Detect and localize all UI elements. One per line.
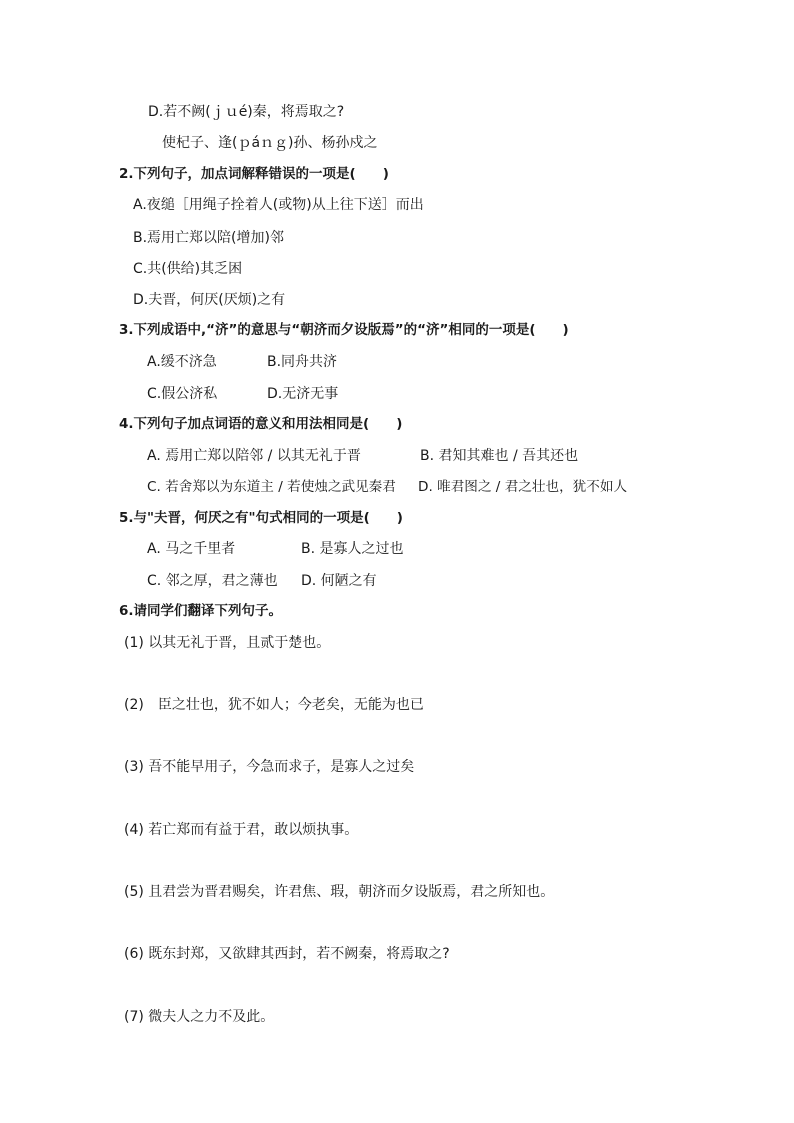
q3-options-row-2 bbox=[0, 384, 794, 404]
question-5-stem: 5.与"夫晋，何厌之有"句式相同的一项是( ) bbox=[119, 510, 403, 526]
q5-option-c: C. 邻之厚，君之薄也 bbox=[147, 573, 278, 589]
q2-option-d: D.夫晋，何厌(厌烦)之有 bbox=[133, 292, 286, 308]
translation-item: (7) 微夫人之力不及此。 bbox=[124, 1009, 275, 1025]
question-2-stem: 2.下列句子，加点词解释错误的一项是( ) bbox=[119, 166, 389, 182]
translation-item: (3) 吾不能早用子，今急而求子，是寡人之过矣 bbox=[124, 759, 415, 775]
q2-option-a: A.夜缒［用绳子拴着人(或物)从上往下送］而出 bbox=[133, 197, 424, 213]
translation-item: (5) 且君尝为晋君赐矣，许君焦、瑕，朝济而夕设版焉，君之所知也。 bbox=[124, 884, 555, 900]
translation-item: (6) 既东封郑，又欲肆其西封，若不阙秦，将焉取之? bbox=[124, 946, 450, 962]
q3-option-c: C.假公济私 bbox=[147, 386, 218, 402]
q1-option-d-continued: 使杞子、逢(ｐáｎｇ)孙、杨孙戍之 bbox=[162, 135, 378, 151]
q4-option-a: A. 焉用亡郑以陪邻 / 以其无礼于晋 bbox=[147, 448, 361, 464]
q3-option-d: D.无济无事 bbox=[267, 386, 339, 402]
question-4-stem: 4.下列句子加点词语的意义和用法相同是( ) bbox=[119, 416, 403, 432]
q5-option-d: D. 何陋之有 bbox=[301, 573, 377, 589]
q3-option-b: B.同舟共济 bbox=[267, 354, 338, 370]
q3-option-a: A.缓不济急 bbox=[147, 354, 217, 370]
q3-options-row-1 bbox=[0, 352, 794, 372]
q4-option-b: B. 君知其难也 / 吾其还也 bbox=[420, 448, 579, 464]
translation-item: (1) 以其无礼于晋，且贰于楚也。 bbox=[124, 635, 331, 651]
q4-option-d: D. 唯君图之 / 君之壮也，犹不如人 bbox=[418, 479, 628, 495]
q5-options-row-1 bbox=[0, 539, 794, 559]
q2-option-b: B.焉用亡郑以陪(增加)邻 bbox=[133, 230, 284, 246]
q4-options-row-1 bbox=[0, 446, 794, 466]
q5-option-a: A. 马之千里者 bbox=[147, 541, 236, 557]
q4-option-c: C. 若舍郑以为东道主 / 若使烛之武见秦君 bbox=[147, 479, 396, 495]
q5-options-row-2 bbox=[0, 571, 794, 591]
translation-item: (4) 若亡郑而有益于君，敢以烦执事。 bbox=[124, 822, 359, 838]
translation-item: (2) 臣之壮也，犹不如人；今老矣，无能为也已 bbox=[124, 697, 424, 713]
question-3-stem: 3.下列成语中,“济”的意思与“朝济而夕设版焉”的“济”相同的一项是( ) bbox=[119, 322, 569, 338]
q4-options-row-2 bbox=[0, 477, 794, 497]
question-6-stem: 6.请同学们翻译下列句子。 bbox=[119, 603, 283, 619]
q2-option-c: C.共(供给)其乏困 bbox=[133, 261, 243, 277]
q1-option-d: D.若不阙(ｊｕé)秦，将焉取之? bbox=[148, 104, 345, 120]
q5-option-b: B. 是寡人之过也 bbox=[301, 541, 404, 557]
